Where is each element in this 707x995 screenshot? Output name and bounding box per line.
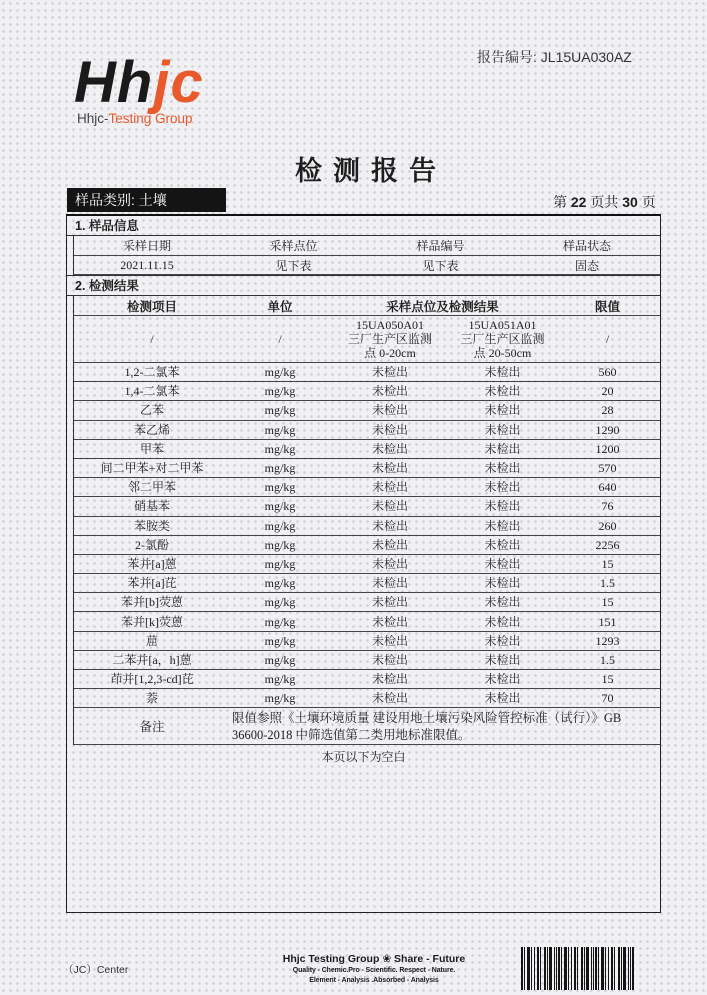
header-test-item: 检测项目 [126, 299, 177, 314]
result-sample-2: 未检出 [484, 595, 521, 610]
result-row [74, 536, 660, 555]
result-sample-2: 未检出 [484, 422, 521, 437]
item-name: 乙苯 [139, 403, 164, 418]
result-sample-1: 未检出 [371, 384, 408, 399]
sample-2-location: 三厂生产区监测 [460, 332, 545, 346]
unit: mg/kg [264, 384, 296, 399]
unit: mg/kg [264, 518, 296, 533]
sample-1-location: 三厂生产区监测 [347, 332, 432, 346]
results-header-row [74, 296, 660, 316]
header-limit: 限值 [594, 299, 620, 314]
page-counter [553, 192, 656, 212]
unit: mg/kg [264, 499, 296, 514]
result-row [74, 401, 660, 420]
logo-mark-prefix: Hh [74, 50, 154, 115]
unit: mg/kg [264, 441, 296, 456]
value-sampling-date: 2021.11.15 [120, 257, 174, 272]
flower-icon: ❀ [382, 953, 392, 965]
unit: mg/kg [264, 595, 296, 610]
unit: mg/kg [264, 576, 296, 591]
footer-slogan [266, 953, 482, 986]
footer-center-label: （JC）Center [63, 964, 129, 976]
result-sample-1: 未检出 [371, 652, 408, 667]
report-number [477, 47, 632, 67]
limit-value: 1.5 [600, 652, 615, 667]
item-name: 䓛 [145, 633, 158, 648]
item-name: 1,4-二氯苯 [124, 384, 180, 399]
result-row [74, 651, 660, 670]
limit-value: 76 [601, 499, 614, 514]
result-sample-2: 未检出 [484, 365, 521, 380]
item-name: 苯并[b]荧蒽 [121, 595, 183, 610]
subheader-item: / [150, 331, 154, 346]
result-sample-1: 未检出 [371, 576, 408, 591]
result-sample-2: 未检出 [484, 403, 521, 418]
result-sample-1: 未检出 [371, 422, 408, 437]
sample-2-depth: 点 20-50cm [473, 346, 532, 360]
result-sample-2: 未检出 [484, 499, 521, 514]
result-sample-1: 未检出 [371, 441, 408, 456]
unit: mg/kg [264, 672, 296, 687]
page-counter-middle: 页共 [590, 194, 619, 210]
item-name: 苯乙烯 [133, 422, 170, 437]
result-sample-1: 未检出 [371, 537, 408, 552]
sample-2-point [450, 318, 555, 360]
page-current: 22 [570, 194, 587, 210]
item-name: 邻二甲苯 [127, 480, 176, 495]
report-frame [66, 214, 661, 913]
report-number-label: 报告编号: [477, 49, 537, 65]
item-name: 苯胺类 [133, 518, 170, 533]
result-sample-2: 未检出 [484, 518, 521, 533]
item-name: 2-氯酚 [135, 537, 169, 552]
result-sample-1: 未检出 [371, 556, 408, 571]
limit-value: 15 [601, 595, 614, 610]
limit-value: 20 [601, 384, 614, 399]
page-counter-suffix: 页 [641, 194, 656, 210]
logo-mark [74, 50, 204, 115]
item-name: 苯并[a]芘 [127, 576, 177, 591]
header-unit: 单位 [267, 299, 293, 314]
result-row [74, 363, 660, 382]
result-row [74, 497, 660, 516]
limit-value: 28 [601, 403, 614, 418]
result-sample-2: 未检出 [484, 614, 521, 629]
result-row [74, 478, 660, 497]
result-sample-2: 未检出 [484, 652, 521, 667]
remarks-text: 限值参照《土壤环境质量 建设用地土壤污染风险管控标准（试行）》GB 36600-2018 中筛选值第二类用地标准限值。 [232, 711, 622, 742]
item-name: 间二甲苯+对二甲苯 [100, 461, 204, 476]
result-sample-1: 未检出 [371, 691, 408, 706]
sample-1-point [330, 318, 450, 360]
item-name: 苯并[k]荧蒽 [121, 614, 183, 629]
limit-value: 1200 [595, 441, 620, 456]
limit-value: 70 [601, 691, 614, 706]
result-sample-2: 未检出 [484, 633, 521, 648]
unit: mg/kg [264, 480, 296, 495]
section-heading-sample-info: 1. 样品信息 [67, 216, 660, 236]
logo-mark-suffix: jc [153, 50, 204, 115]
item-name: 二苯并[a，h]蒽 [112, 652, 192, 667]
sample-category-badge: 样品类别: 土壤 [67, 188, 226, 212]
logo-tagline-suffix: Testing Group [108, 111, 193, 126]
unit: mg/kg [264, 633, 296, 648]
remarks-row [74, 708, 660, 745]
limit-value: 260 [598, 518, 617, 533]
results-subheader-row [74, 316, 660, 363]
result-row [74, 421, 660, 440]
result-sample-2: 未检出 [484, 537, 521, 552]
footer-line-3: Element - Analysis .Absorbed - Analysis [309, 977, 439, 984]
page-counter-prefix: 第 [553, 194, 567, 210]
company-logo [74, 50, 204, 126]
limit-value: 2256 [595, 537, 620, 552]
footer-line-2: Quality - Chemic.Pro - Scientific. Respect - Nature. [292, 967, 456, 974]
page-title: 检测报告 [295, 156, 447, 187]
result-row [74, 459, 660, 478]
result-row [74, 382, 660, 401]
sample-2-code: 15UA051A01 [468, 318, 537, 332]
item-name: 甲苯 [139, 441, 164, 456]
limit-value: 1293 [595, 633, 620, 648]
unit: mg/kg [264, 422, 296, 437]
blank-page-note: 本页以下为空白 [321, 750, 406, 764]
header-sample-state: 样品状态 [562, 239, 611, 253]
limit-value: 570 [598, 461, 617, 476]
unit: mg/kg [264, 461, 296, 476]
barcode [521, 947, 634, 990]
item-name: 苯并[a]蒽 [127, 556, 177, 571]
limit-value: 640 [598, 480, 617, 495]
subheader-unit: / [278, 331, 282, 346]
sample-1-depth: 点 0-20cm [364, 346, 416, 360]
limit-value: 1.5 [600, 576, 615, 591]
result-sample-2: 未检出 [484, 441, 521, 456]
remarks-label: 备注 [139, 720, 165, 735]
unit: mg/kg [264, 652, 296, 667]
item-name: 硝基苯 [133, 499, 170, 514]
result-sample-2: 未检出 [484, 576, 521, 591]
item-name: 茚并[1,2,3-cd]芘 [110, 672, 194, 687]
result-sample-1: 未检出 [371, 595, 408, 610]
result-row [74, 517, 660, 536]
limit-value: 151 [598, 614, 617, 629]
logo-tagline [77, 111, 193, 126]
limit-value: 15 [601, 556, 614, 571]
result-sample-1: 未检出 [371, 499, 408, 514]
header-sample-number: 样品编号 [416, 239, 465, 253]
results-table [73, 296, 660, 745]
unit: mg/kg [264, 691, 296, 706]
result-sample-1: 未检出 [371, 365, 408, 380]
result-sample-1: 未检出 [371, 461, 408, 476]
result-sample-1: 未检出 [371, 672, 408, 687]
logo-tagline-prefix: Hhjc- [77, 111, 109, 126]
result-row [74, 440, 660, 459]
result-row [74, 574, 660, 593]
result-sample-1: 未检出 [371, 614, 408, 629]
footer-brand-line [266, 953, 482, 966]
value-sample-state: 固态 [574, 258, 599, 273]
result-sample-2: 未检出 [484, 556, 521, 571]
result-sample-2: 未检出 [484, 384, 521, 399]
result-sample-2: 未检出 [484, 691, 521, 706]
result-rows [74, 363, 660, 708]
result-sample-1: 未检出 [371, 518, 408, 533]
sample-1-code: 15UA050A01 [356, 318, 424, 332]
report-number-value: JL15UA030AZ [540, 49, 632, 65]
limit-value: 15 [601, 672, 614, 687]
sample-info-value-row [74, 256, 660, 275]
footer-brand: Hhjc Testing Group [282, 953, 380, 965]
header-sampling-results: 采样点位及检测结果 [386, 299, 499, 314]
item-name: 1,2-二氯苯 [124, 365, 180, 380]
unit: mg/kg [264, 365, 296, 380]
header-sampling-date: 采样日期 [122, 239, 171, 253]
footer-motto: Share - Future [394, 953, 466, 965]
result-row [74, 670, 660, 689]
result-row [74, 612, 660, 631]
section-heading-results: 2. 检测结果 [67, 275, 660, 296]
result-row [74, 593, 660, 612]
result-row [74, 632, 660, 651]
limit-value: 560 [598, 365, 617, 380]
sample-info-table [73, 236, 660, 275]
item-name: 萘 [145, 691, 158, 706]
header-sampling-point: 采样点位 [269, 239, 318, 253]
unit: mg/kg [264, 556, 296, 571]
value-sampling-point: 见下表 [275, 258, 312, 273]
result-sample-1: 未检出 [371, 480, 408, 495]
unit: mg/kg [264, 614, 296, 629]
result-sample-2: 未检出 [484, 480, 521, 495]
unit: mg/kg [264, 537, 296, 552]
value-sample-number: 见下表 [422, 258, 459, 273]
result-sample-1: 未检出 [371, 633, 408, 648]
result-row [74, 689, 660, 708]
result-sample-2: 未检出 [484, 672, 521, 687]
result-row [74, 555, 660, 574]
page-total: 30 [622, 194, 638, 210]
unit: mg/kg [264, 403, 296, 418]
result-sample-1: 未检出 [371, 403, 408, 418]
result-sample-2: 未检出 [484, 461, 521, 476]
limit-value: 1290 [595, 422, 620, 437]
subheader-limit: / [605, 331, 610, 346]
sample-info-header-row [74, 236, 660, 256]
